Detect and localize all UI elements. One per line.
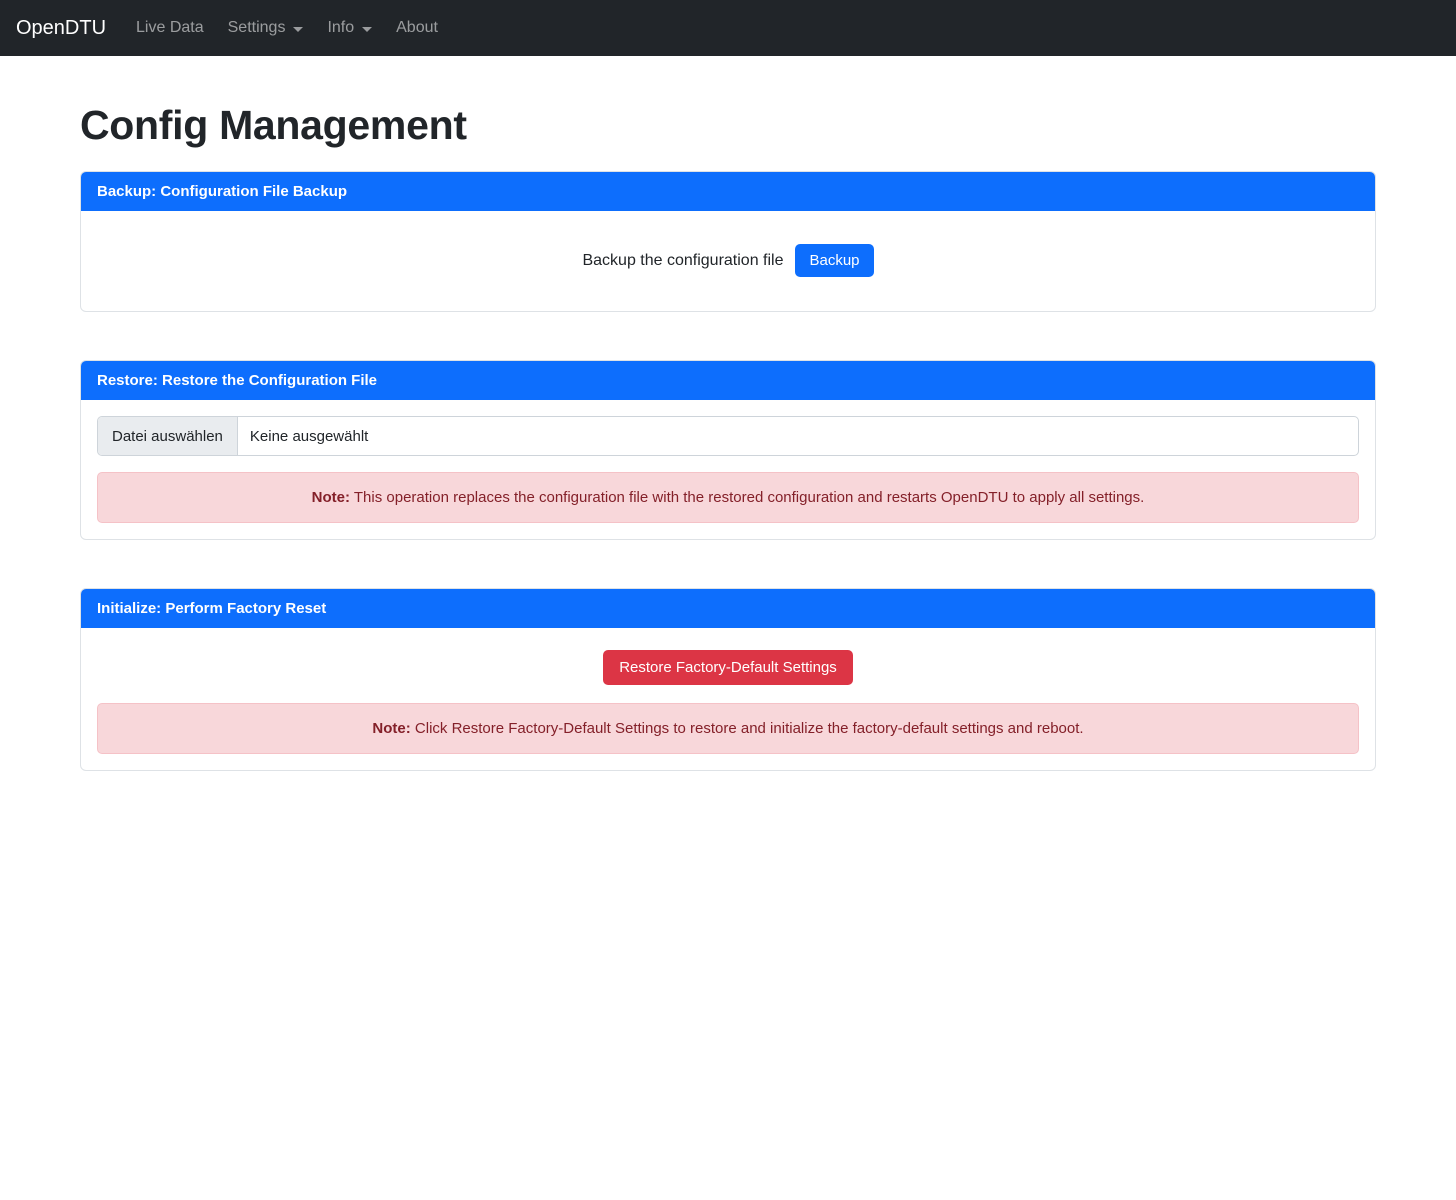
nav-item-live-data[interactable] [124,11,216,45]
selected-file-name: Keine ausgewählt [249,427,369,445]
factory-reset-button-row [97,644,1359,703]
chevron-down-icon [362,27,372,32]
nav-item-info[interactable] [315,11,384,45]
restore-file-input[interactable] [97,416,1359,456]
navbar [0,0,1456,56]
factory-reset-note [97,703,1359,754]
nav-links [124,11,450,45]
nav-item-label: About [396,19,438,36]
restore-note-text: This operation replaces the configuration file with the restored configuration and restarts OpenDTU to apply all settings. [350,489,1145,506]
factory-reset-note-label: Note: [372,720,411,737]
backup-card-header: Backup: Configuration File Backup [81,172,1375,211]
chevron-down-icon [293,27,303,32]
nav-item-label: Live Data [136,19,204,36]
restore-card-header: Restore: Restore the Configuration File [81,361,1375,400]
backup-description: Backup the configuration file [582,251,784,269]
restore-note [97,472,1359,523]
backup-card [80,171,1376,312]
restore-note-label: Note: [311,489,350,506]
brand-link[interactable]: OpenDTU [16,16,107,39]
backup-card-body [81,211,1375,311]
restore-card [80,360,1376,540]
nav-item-settings[interactable] [216,11,316,45]
page-title: Config Management [80,102,467,148]
restore-factory-defaults-button[interactable]: Restore Factory-Default Settings [603,650,853,685]
nav-item-label: Info [327,19,355,36]
choose-file-button[interactable]: Datei auswählen [98,417,238,455]
nav-item-about[interactable] [384,11,450,45]
restore-card-body [81,400,1375,539]
nav-item-label: Settings [227,19,286,36]
factory-reset-note-text: Click Restore Factory-Default Settings to restore and initialize the factory-default settings and reboot. [410,720,1084,737]
main-container [0,102,1456,771]
factory-reset-card [80,588,1376,771]
factory-reset-card-header: Initialize: Perform Factory Reset [81,589,1375,628]
backup-row [97,227,1359,295]
factory-reset-card-body [81,628,1375,770]
backup-button[interactable]: Backup [795,244,873,277]
